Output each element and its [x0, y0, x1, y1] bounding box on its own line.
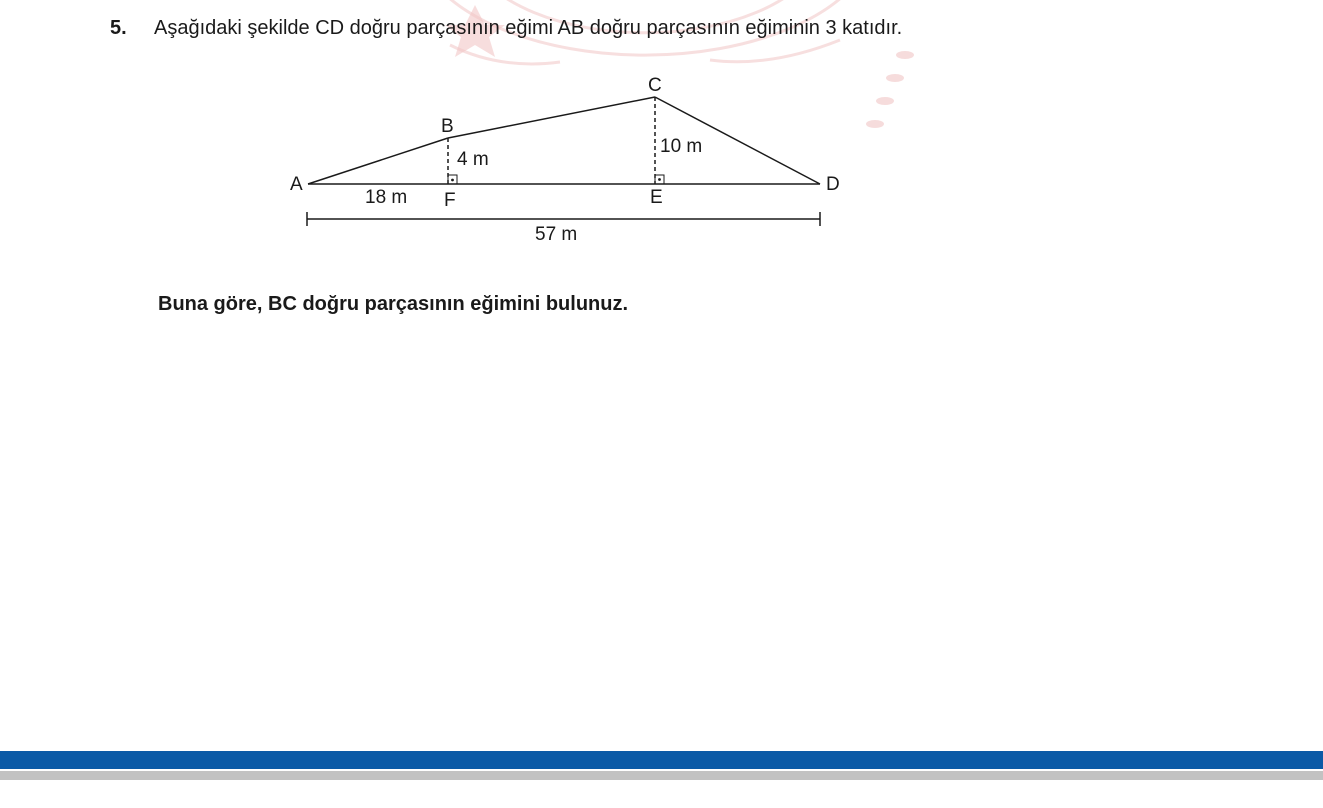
label-af-length: 18 m [365, 187, 408, 208]
right-angle-f [448, 175, 457, 184]
geometry-figure [280, 70, 860, 250]
footer-blue-bar [0, 751, 1323, 769]
label-point-e: E [650, 187, 663, 208]
label-point-b: B [441, 116, 454, 137]
segment-ab [308, 138, 448, 184]
footer-gray-bar [0, 771, 1323, 780]
label-point-a: A [290, 174, 303, 195]
label-bf-height: 4 m [457, 149, 489, 170]
question-prompt: Buna göre, BC doğru parçasının eğimini bulunuz. [158, 293, 629, 315]
label-point-d: D [826, 174, 840, 195]
question-text: Aşağıdaki şekilde CD doğru parçasının eğimi AB doğru parçasının eğiminin 3 katıdır. [154, 17, 903, 39]
label-ce-height: 10 m [660, 136, 703, 157]
segment-bc [448, 97, 655, 138]
label-point-f: F [444, 190, 456, 211]
question-number: 5. [110, 17, 127, 39]
label-point-c: C [648, 75, 662, 96]
label-ad-length: 57 m [535, 224, 578, 245]
right-angle-e [655, 175, 664, 184]
